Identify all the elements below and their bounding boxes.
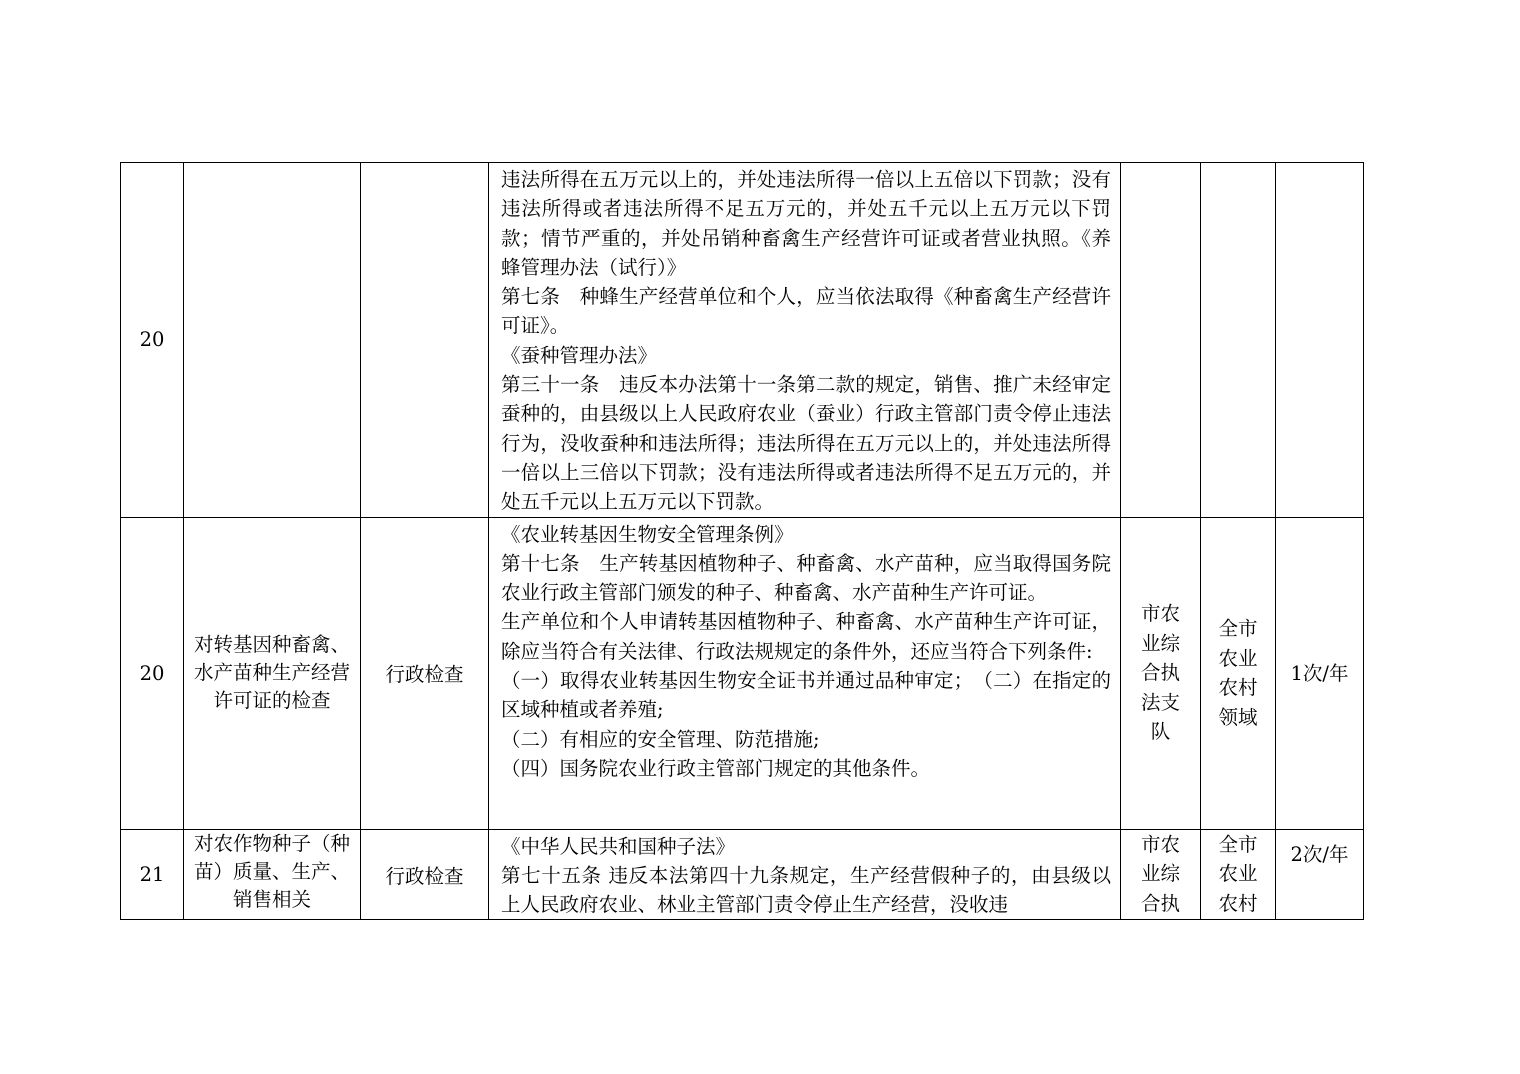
enforcement-org-text: 市农业综合执法支队 bbox=[1140, 602, 1180, 744]
legal-basis bbox=[489, 829, 1121, 920]
row-number: 21 bbox=[121, 829, 184, 920]
inspection-frequency-text: 2次/年 bbox=[1290, 842, 1349, 866]
basis-paragraph: 第三十一条 违反本办法第十一条第二款的规定，销售、推广未经审定蚕种的，由县级以上人民政府农业（蚕业）行政主管部门责令停止违法行为，没收蚕种和违法所得；违法所得在五万元以上的，并处违法所得一倍以上三倍以下罚款；没有违法所得或者违法所得不足五万元的，并处五千元以上五万元以下罚款。 bbox=[501, 373, 1111, 514]
basis-paragraph: 《蚕种管理办法》 bbox=[501, 343, 658, 367]
inspection-frequency bbox=[1276, 829, 1364, 920]
basis-paragraph: （一）取得农业转基因生物安全证书并通过品种审定； （二）在指定的区域种植或者养殖; bbox=[501, 669, 1111, 722]
legal-basis bbox=[489, 517, 1121, 829]
inspection-item: 对农作物种子（种苗）质量、生产、销售相关 bbox=[184, 829, 361, 920]
basis-paragraph: 第七条 种蜂生产经营单位和个人，应当依法取得《种畜禽生产经营许可证》。 bbox=[501, 285, 1111, 338]
table-row bbox=[121, 517, 1364, 829]
regulation-table bbox=[120, 162, 1364, 920]
inspection-type bbox=[361, 163, 489, 518]
basis-paragraph: 第七十五条 违反本法第四十九条规定，生产经营假种子的，由县级以上人民政府农业、林业主管部门责令停止生产经营，没收违 bbox=[501, 863, 1111, 917]
enforcement-org-text: 市农业综合执 bbox=[1140, 832, 1180, 915]
basis-paragraph: 《农业转基因生物安全管理条例》 bbox=[501, 522, 794, 546]
enforcement-org bbox=[1121, 163, 1201, 518]
inspection-type: 行政检查 bbox=[361, 517, 489, 829]
inspection-frequency bbox=[1276, 163, 1364, 518]
basis-paragraph: （二）有相应的安全管理、防范措施; bbox=[501, 727, 820, 751]
enforcement-org bbox=[1121, 829, 1201, 920]
enforcement-org bbox=[1121, 517, 1201, 829]
table-row bbox=[121, 163, 1364, 518]
inspection-area-text: 全市农业农村 bbox=[1218, 832, 1258, 915]
inspection-area-text: 全市农业农村领域 bbox=[1218, 617, 1258, 729]
basis-paragraph: 《中华人民共和国种子法》 bbox=[501, 834, 736, 858]
table-row bbox=[121, 829, 1364, 920]
inspection-item bbox=[184, 163, 361, 518]
inspection-item: 对转基因种畜禽、水产苗种生产经营许可证的检查 bbox=[184, 517, 361, 829]
inspection-frequency-text: 1次/年 bbox=[1290, 661, 1349, 685]
basis-paragraph: 生产单位和个人申请转基因植物种子、种畜禽、水产苗种生产许可证，除应当符合有关法律、行政法规规定的条件外，还应当符合下列条件: bbox=[501, 610, 1111, 663]
basis-paragraph: 第十七条 生产转基因植物种子、种畜禽、水产苗种，应当取得国务院农业行政主管部门颁发的种子、种畜禽、水产苗种生产许可证。 bbox=[501, 551, 1111, 605]
basis-paragraph: 违法所得在五万元以上的，并处违法所得一倍以上五倍以下罚款；没有违法所得或者违法所得不足五万元的，并处五千元以上五万元以下罚款；情节严重的，并处吊销种畜禽生产经营许可证或者营业执照。《养蜂管理办法（试行）》 bbox=[501, 168, 1111, 279]
inspection-frequency bbox=[1276, 517, 1364, 829]
row-number: 20 bbox=[121, 163, 184, 518]
inspection-type: 行政检查 bbox=[361, 829, 489, 920]
inspection-area bbox=[1201, 517, 1276, 829]
inspection-area bbox=[1201, 829, 1276, 920]
basis-paragraph: （四）国务院农业行政主管部门规定的其他条件。 bbox=[501, 756, 931, 780]
row-number: 20 bbox=[121, 517, 184, 829]
legal-basis bbox=[489, 163, 1121, 518]
inspection-area bbox=[1201, 163, 1276, 518]
